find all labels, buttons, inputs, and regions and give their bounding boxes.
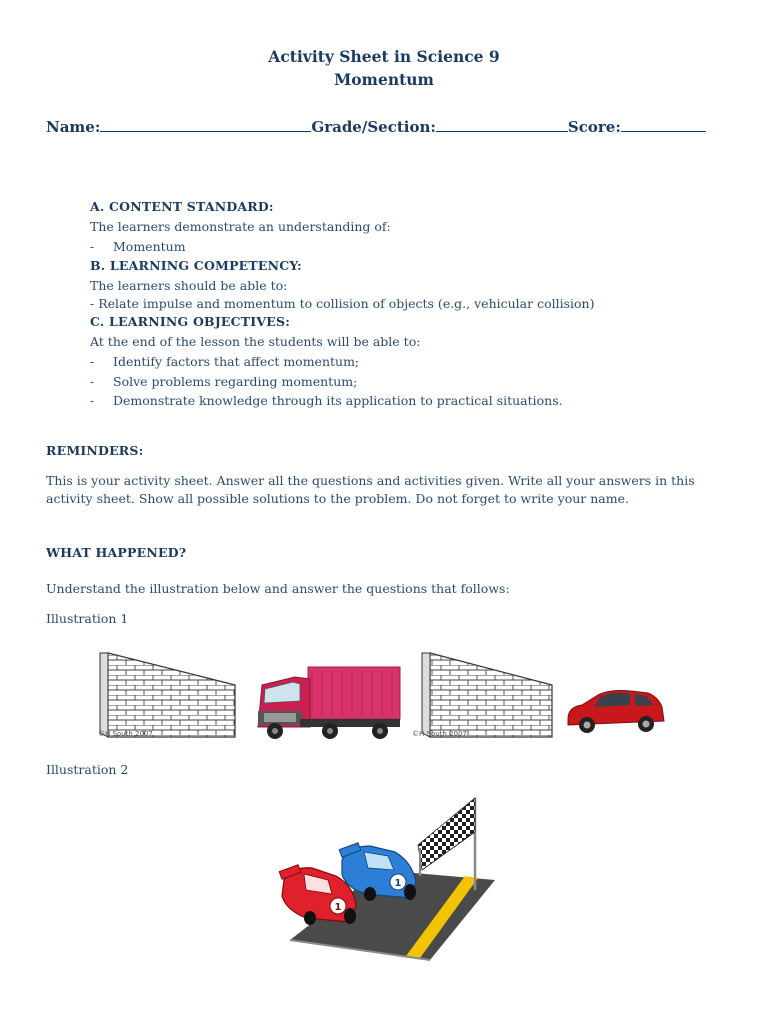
grade-blank[interactable] xyxy=(436,116,568,132)
score-blank[interactable] xyxy=(621,116,706,132)
content-standard-item: - Momentum xyxy=(90,239,186,254)
copyright-2: ©H South 2007 xyxy=(412,730,467,738)
car-icon xyxy=(568,691,664,734)
truck-icon xyxy=(258,667,400,739)
objective-item: - Demonstrate knowledge through its application to practical situations. xyxy=(90,393,563,408)
illustration-2-label: Illustration 2 xyxy=(46,762,129,777)
grade-label: Grade/Section: xyxy=(311,118,436,136)
illustration-1-image xyxy=(90,645,680,745)
content-standard-intro: The learners demonstrate an understanding of: xyxy=(90,219,391,234)
brick-wall-icon xyxy=(412,653,552,738)
student-info-line xyxy=(46,116,726,136)
objective-item: - Identify factors that affect momentum; xyxy=(90,354,360,369)
brick-wall-icon xyxy=(98,653,235,738)
objective-item: - Solve problems regarding momentum; xyxy=(90,374,358,389)
name-blank[interactable] xyxy=(100,116,311,132)
page-title: Activity Sheet in Science 9 xyxy=(268,47,500,66)
learning-competency-intro: The learners should be able to: xyxy=(90,278,288,293)
name-label: Name: xyxy=(46,118,101,136)
learning-competency-heading: B. LEARNING COMPETENCY: xyxy=(90,258,302,273)
illustration-1-label: Illustration 1 xyxy=(46,611,129,626)
what-happened-heading: WHAT HAPPENED? xyxy=(46,545,187,560)
learning-competency-item: - Relate impulse and momentum to collision of objects (e.g., vehicular collision) xyxy=(90,296,595,311)
page-subtitle: Momentum xyxy=(334,70,434,89)
red-car-number: 1 xyxy=(334,902,342,913)
reminders-heading: REMINDERS: xyxy=(46,443,144,458)
copyright-1: ©H South 2007 xyxy=(98,730,153,738)
content-standard-heading: A. CONTENT STANDARD: xyxy=(90,199,274,214)
score-label: Score: xyxy=(567,118,621,136)
illustration-2-image xyxy=(270,790,510,965)
reminders-text: This is your activity sheet. Answer all the questions and activities given. Write all your answers in this activity sheet. Show all possible solutions to the problem. Do not forget to write your name. xyxy=(46,473,695,506)
learning-objectives-heading: C. LEARNING OBJECTIVES: xyxy=(90,314,291,329)
instruction-text: Understand the illustration below and answer the questions that follows: xyxy=(46,581,510,596)
learning-objectives-intro: At the end of the lesson the students will be able to: xyxy=(90,334,421,349)
blue-car-number: 1 xyxy=(394,878,402,889)
